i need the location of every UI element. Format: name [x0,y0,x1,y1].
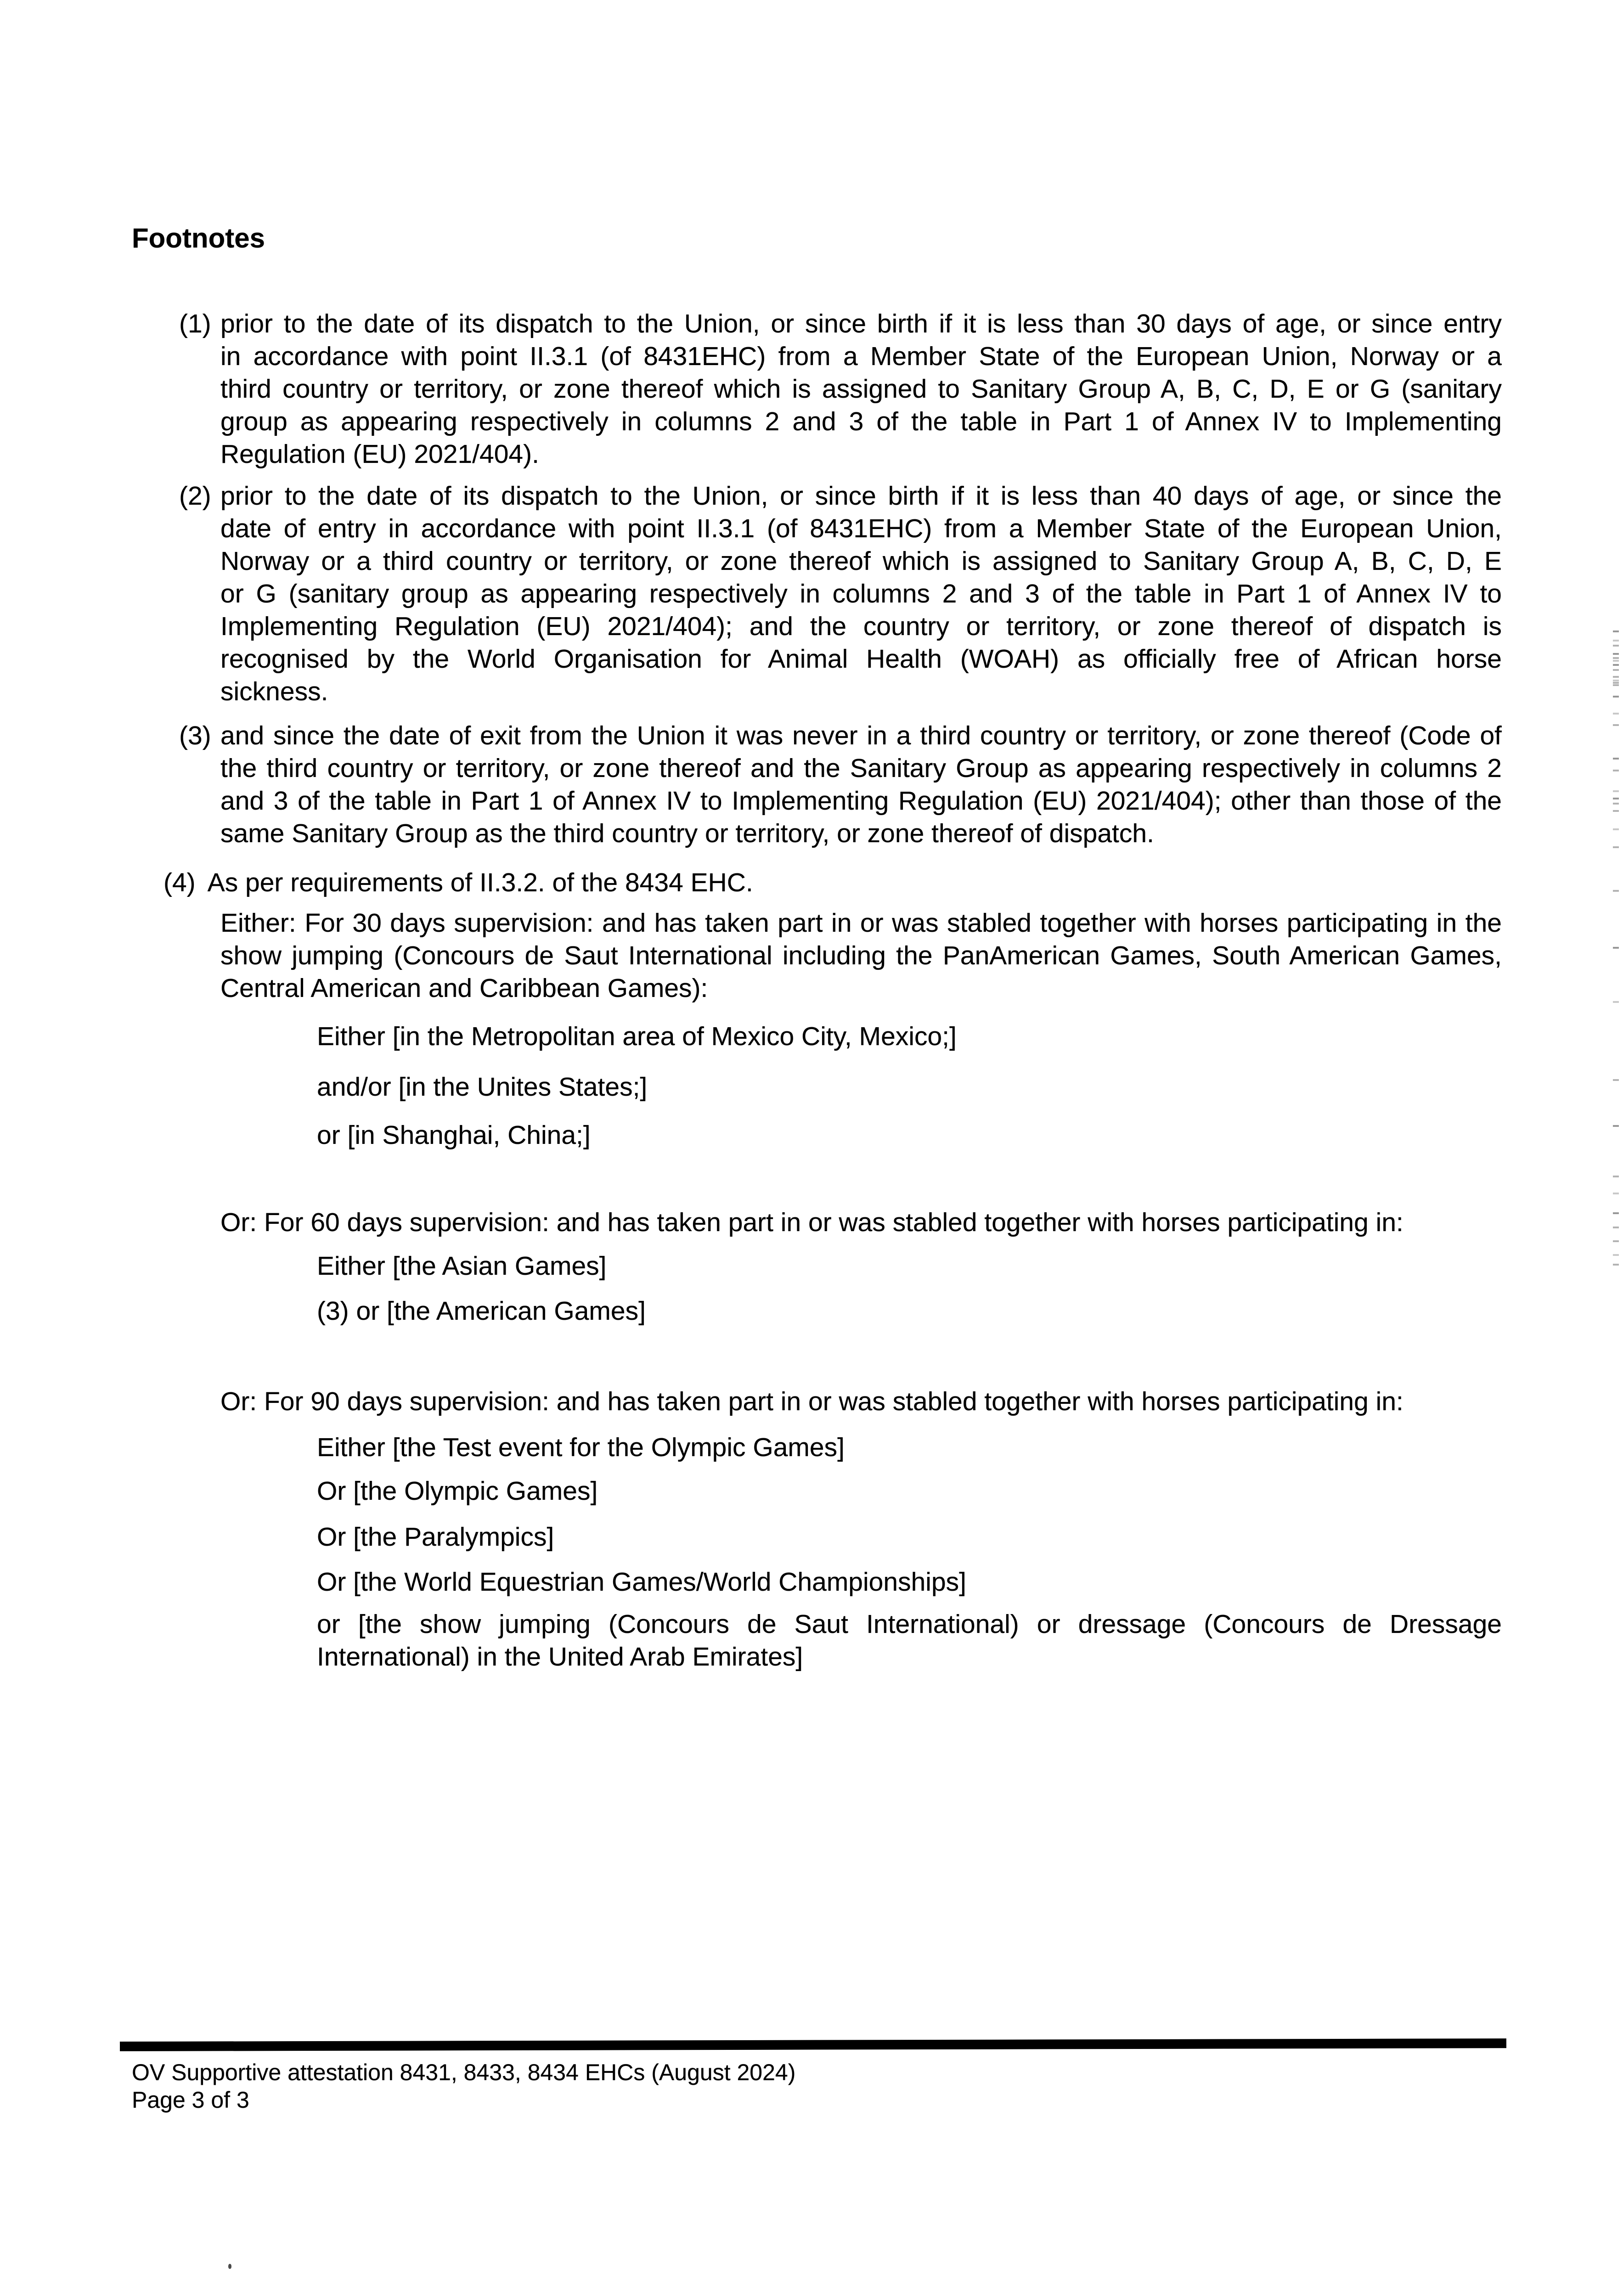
option-line: Either [in the Metropolitan area of Mexico City, Mexico;] [317,1022,957,1051]
paragraph-line: Central American and Caribbean Games): [220,974,708,1003]
option-line-wrapped [317,1608,1502,1673]
scan-noise-mark [1613,1240,1619,1242]
scan-noise-mark [1613,713,1619,715]
scan-noise-mark [1613,1212,1619,1214]
scan-noise-mark [1613,680,1619,681]
scan-noise-mark [1613,1264,1619,1266]
option-line: Or [the Olympic Games] [317,1476,598,1506]
scan-noise-mark [1613,1125,1619,1127]
scan-noise-mark [1613,724,1619,726]
footnote-line: third country or territory, or zone thereof which is assigned to Sanitary Group A, B, C, D, E or G (sanitary [220,374,1502,404]
scan-noise-mark [1613,657,1619,659]
scan-noise-mark [1613,664,1619,666]
scan-noise-mark [1613,770,1619,771]
footnote-line: or G (sanitary group as appearing respectively in columns 2 and 3 of the table in Part 1 of Annex IV to [220,579,1502,608]
scan-noise-mark [1613,645,1619,647]
footnote-line: Norway or a third country or territory, or zone thereof which is assigned to Sanitary Group A, B, C, D, E [220,546,1502,576]
page-title: Footnotes [132,223,265,253]
supervision-60-days-intro: Or: For 60 days supervision: and has taken part in or was stabled together with horses participating in: [220,1208,1403,1237]
footnote-4 [163,867,753,899]
footnote-3 [179,720,1502,850]
scan-noise-mark [1613,810,1619,812]
scan-noise-mark [1613,676,1619,678]
footnote-line: prior to the date of its dispatch to the Union, or since birth if it is less than 40 days of age, or since the [220,481,1502,511]
scan-noise-mark [1613,682,1619,684]
footnote-2 [179,480,1502,708]
scan-noise-mark [1613,630,1619,632]
paragraph-line: show jumping (Concours de Saut International including the PanAmerican Games, South American Games, [220,941,1502,970]
supervision-30-days-intro [220,907,1502,1005]
footnote-1-number: (1) [179,309,211,338]
scan-noise-mark [1613,1254,1619,1256]
scan-noise-mark [1613,803,1619,805]
scan-noise-mark [1613,1176,1619,1177]
option-line: Or [the World Equestrian Games/World Championships] [317,1567,966,1597]
footnote-3-body [220,720,1502,850]
footnote-line: Implementing Regulation (EU) 2021/404); and the country or territory, or zone thereof of dispatch is [220,612,1502,641]
scan-noise-mark [1613,1227,1619,1228]
footnote-line: group as appearing respectively in columns 2 and 3 of the table in Part 1 of Annex IV to Implementing [220,407,1502,436]
footnote-line: recognised by the World Organisation for Animal Health (WOAH) as officially free of African horse [220,644,1502,674]
footnote-line: the third country or territory, or zone thereof and the Sanitary Group as appearing respectively in columns 2 [220,754,1502,783]
footer-page-number: Page 3 of 3 [132,2087,249,2113]
scan-noise-mark [1613,1079,1619,1081]
footnote-4-number: (4) [163,868,196,897]
scan-noise-mark [1613,947,1619,949]
scan-noise-mark [1613,684,1619,686]
footnote-line: and 3 of the table in Part 1 of Annex IV to Implementing Regulation (EU) 2021/404); other than those of the [220,786,1502,816]
scan-noise-mark [1613,890,1619,892]
scan-noise-mark [1613,846,1619,848]
scan-noise-mark [1613,653,1619,655]
footnote-2-body [220,480,1502,708]
footnote-line: in accordance with point II.3.1 (of 8431EHC) from a Member State of the European Union, Norway or a [220,342,1502,371]
footnote-1 [179,308,1502,471]
footnote-line: prior to the date of its dispatch to the Union, or since birth if it is less than 30 days of age, or since entry [220,309,1502,338]
footnote-4-text: As per requirements of II.3.2. of the 8434 EHC. [207,868,753,897]
scan-noise-mark [1613,798,1619,799]
scan-noise-mark [1613,640,1619,642]
paragraph-line: or [the show jumping (Concours de Saut International) or dressage (Concours de Dressage [317,1609,1502,1639]
footnote-3-number: (3) [179,721,211,750]
footnote-line: same Sanitary Group as the third country or territory, or zone thereof of dispatch. [220,819,1154,848]
footnote-line: sickness. [220,677,328,706]
footnote-1-body [220,308,1502,471]
footer-document-title: OV Supportive attestation 8431, 8433, 8434 EHCs (August 2024) [132,2060,796,2085]
footnote-2-number: (2) [179,481,211,511]
option-line: or [in Shanghai, China;] [317,1120,591,1150]
option-line: (3) or [the American Games] [317,1296,646,1326]
paragraph-line: International) in the United Arab Emirates] [317,1642,803,1671]
scan-noise-mark [1613,660,1619,662]
supervision-90-days-intro: Or: For 90 days supervision: and has taken part in or was stabled together with horses participating in: [220,1387,1403,1416]
option-line: and/or [in the Unites States;] [317,1072,648,1102]
option-line: Either [the Asian Games] [317,1251,607,1281]
scan-noise-mark [1613,758,1619,760]
option-line: Either [the Test event for the Olympic Games] [317,1433,845,1462]
option-line: Or [the Paralympics] [317,1522,554,1552]
scan-noise-mark [1613,828,1619,830]
paragraph-line: Either: For 30 days supervision: and has taken part in or was stabled together with horses participating in the [220,908,1502,938]
scan-noise-speck [228,2264,231,2269]
scan-noise-mark [1613,669,1619,671]
footnote-line: date of entry in accordance with point II.3.1 (of 8431EHC) from a Member State of the European Union, [220,514,1502,543]
footer-rule [120,2038,1506,2051]
footnote-line: and since the date of exit from the Union it was never in a third country or territory, or zone thereof (Code of [220,721,1502,750]
footnote-line: Regulation (EU) 2021/404). [220,439,539,469]
scan-noise-mark [1613,1193,1619,1194]
scan-noise-mark [1613,696,1619,698]
scan-noise-mark [1613,790,1619,792]
scan-noise-mark [1613,1001,1619,1003]
